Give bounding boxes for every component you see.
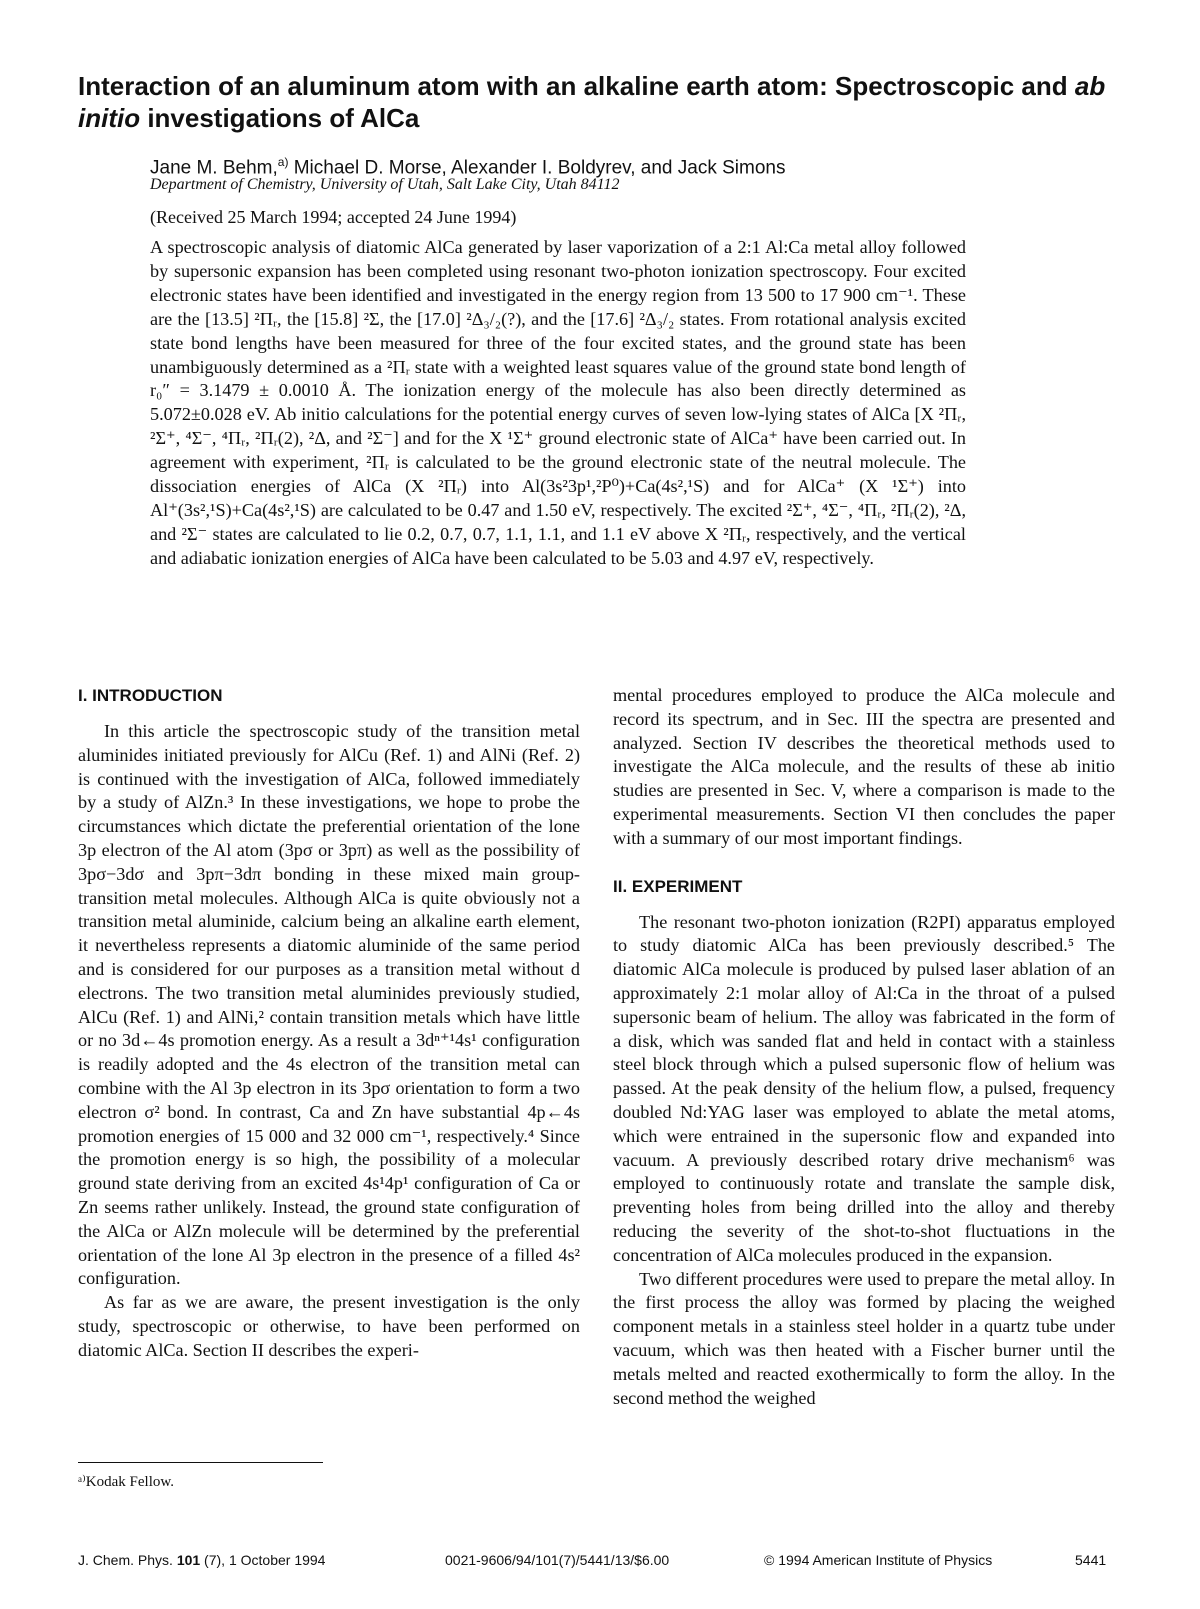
- intro-heading: I. INTRODUCTION: [78, 686, 223, 705]
- title-part2: investigations of AlCa: [140, 103, 420, 133]
- experiment-paragraph-2: Two different procedures were used to prepare the metal alloy. In the first process the alloy was formed by placing the weighed component metals in a stainless steel holder in a quartz tube under vacuum, which was then heated with a Fischer burner until the metals melted and reacted exothermically to form the alloy. In the second method the weighed: [613, 1268, 1115, 1408]
- copyright: © 1994 American Institute of Physics: [764, 1552, 993, 1568]
- author-footnote-mark: a): [277, 155, 289, 169]
- intro-paragraph-1: In this article the spectroscopic study of the transition metal aluminides initiated previously for AlCu (Ref. 1) and AlNi (Ref. 2) is continued with the investigation of AlCa, followed immediately by a study of AlZn.³ In these investigations, we hope to probe the circumstances which dictate the preferential orientation of the lone 3p electron of the Al atom (3pσ or 3pπ) as well as the possibility of 3pσ−3dσ and 3pπ−3dπ bonding in these mixed main group-transition metal molecules. Although AlCa is quite obviously not a transition metal aluminide, calcium being an alkaline earth element, it nevertheless represents a diatomic aluminide of the same period and is considered for our purposes as a transition metal without d electrons. The two transition metal aluminides previously studied, AlCu (Ref. 1) and AlNi,² contain transition metals which have little or no 3d←4s promotion energy. As a result a 3dⁿ⁺¹4s¹ configuration is readily adopted and the 4s electron of the transition metal can combine with the Al 3p electron in its 3pσ orientation to form a two electron σ² bond. In contrast, Ca and Zn have substantial 4p←4s promotion energies of 15 000 and 32 000 cm⁻¹, respectively.⁴ Since the promotion energy is so high, the possibility of a molecular ground state deriving from an excited 4s¹4p¹ configuration of Ca or Zn seems rather unlikely. Instead, the ground state configuration of the AlCa or AlZn molecule will be determined by the preferential orientation of the lone Al 3p electron in the presence of a filled 4s² configuration.: [78, 721, 580, 1289]
- article-title: [78, 70, 1128, 134]
- article-code: 0021-9606/94/101(7)/5441/13/$6.00: [445, 1552, 670, 1568]
- journal-prefix: J. Chem. Phys.: [78, 1552, 177, 1568]
- footnote-rule: [78, 1462, 323, 1463]
- journal-suffix: (7), 1 October 1994: [200, 1552, 326, 1568]
- title-part1: Interaction of an aluminum atom with an alkaline earth atom: Spectroscopic and: [78, 71, 1075, 101]
- author-behm: Jane M. Behm,: [150, 157, 278, 179]
- right-column: [613, 684, 1115, 1410]
- experiment-heading: II. EXPERIMENT: [613, 876, 743, 896]
- received-dates: (Received 25 March 1994; accepted 24 June 1994): [150, 207, 517, 227]
- journal-volume: 101: [176, 1552, 201, 1568]
- other-authors: Michael D. Morse, Alexander I. Boldyrev, and Jack Simons: [288, 157, 786, 179]
- experiment-paragraph-1: The resonant two-photon ionization (R2PI) apparatus employed to study diatomic AlCa has been previously described.⁵ The diatomic AlCa molecule is produced by pulsed laser ablation of an approximately 2:1 molar alloy of Al:Ca in the throat of a pulsed supersonic beam of helium. The alloy was fabricated in the form of a disk, which was sanded flat and held in contact with a stainless steel block through which a pulsed supersonic flow of helium was passed. At the peak density of the helium flow, a pulsed, frequency doubled Nd:YAG laser was employed to ablate the metal atoms, which were entrained in the supersonic flow and expanded into vacuum. A previously described rotary drive mechanism⁶ was employed to continuously rotate and translate the sample disk, preventing holes from being drilled into the alloy and thereby reducing the severity of the shot-to-shot fluctuations in the concentration of AlCa molecules produced in the expansion.: [613, 911, 1115, 1265]
- intro-paragraph-2: As far as we are aware, the present investigation is the only study, spectroscopic or otherwise, to have been performed on diatomic AlCa. Section II describes the experi-: [78, 1292, 580, 1360]
- page-number: 5441: [1075, 1552, 1107, 1568]
- title-italic: ab initio: [78, 71, 1106, 133]
- intro-continuation: mental procedures employed to produce the AlCa molecule and record its spectrum, and in Sec. III the spectra are presented and analyzed. Section IV describes the theoretical methods used to investigate the AlCa molecule, and the results of these ab initio studies are presented in Sec. V, where a comparison is made to the experimental measurements. Section VI then concludes the paper with a summary of our most important findings.: [613, 685, 1115, 848]
- left-column: [78, 684, 580, 1363]
- footnote: ᵃ⁾Kodak Fellow.: [78, 1474, 174, 1490]
- abstract: A spectroscopic analysis of diatomic AlCa generated by laser vaporization of a 2:1 Al:Ca metal alloy followed by supersonic expansion has been completed using resonant two-photon ionization spectroscopy. Four excited electronic states have been identified and investigated in the energy region from 13 500 to 17 900 cm⁻¹. These are the [13.5] ²Πᵣ, the [15.8] ²Σ, the [17.0] ²Δ₃/₂(?), and the [17.6] ²Δ₃/₂ states. From rotational analysis excited state bond lengths have been measured for three of the four excited states, and the ground state has been unambiguously determined as a ²Πᵣ state with a weighted least squares value of the ground state bond length of r₀″ = 3.1479 ± 0.0010 Å. The ionization energy of the molecule has also been directly determined as 5.072±0.028 eV. Ab initio calculations for the potential energy curves of seven low-lying states of AlCa [X ²Πᵣ, ²Σ⁺, ⁴Σ⁻, ⁴Πᵣ, ²Πᵣ(2), ²Δ, and ²Σ⁻] and for the X ¹Σ⁺ ground electronic state of AlCa⁺ have been carried out. In agreement with experiment, ²Πᵣ is calculated to be the ground electronic state of the neutral molecule. The dissociation energies of AlCa (X ²Πᵣ) into Al(3s²3p¹,²P⁰)+Ca(4s²,¹S) and for AlCa⁺ (X ¹Σ⁺) into Al⁺(3s²,¹S)+Ca(4s²,¹S) are calculated to be 0.47 and 1.50 eV, respectively. The excited ²Σ⁺, ⁴Σ⁻, ⁴Πᵣ, ²Πᵣ(2), ²Δ, and ²Σ⁻ states are calculated to lie 0.2, 0.7, 0.7, 1.1, 1.1, and 1.1 eV above X ²Πᵣ, respectively, and the vertical and adiabatic ionization energies of AlCa have been calculated to be 5.03 and 4.97 eV, respectively.: [150, 237, 966, 568]
- journal-citation: [78, 1551, 325, 1569]
- affiliation: Department of Chemistry, University of Utah, Salt Lake City, Utah 84112: [150, 176, 620, 193]
